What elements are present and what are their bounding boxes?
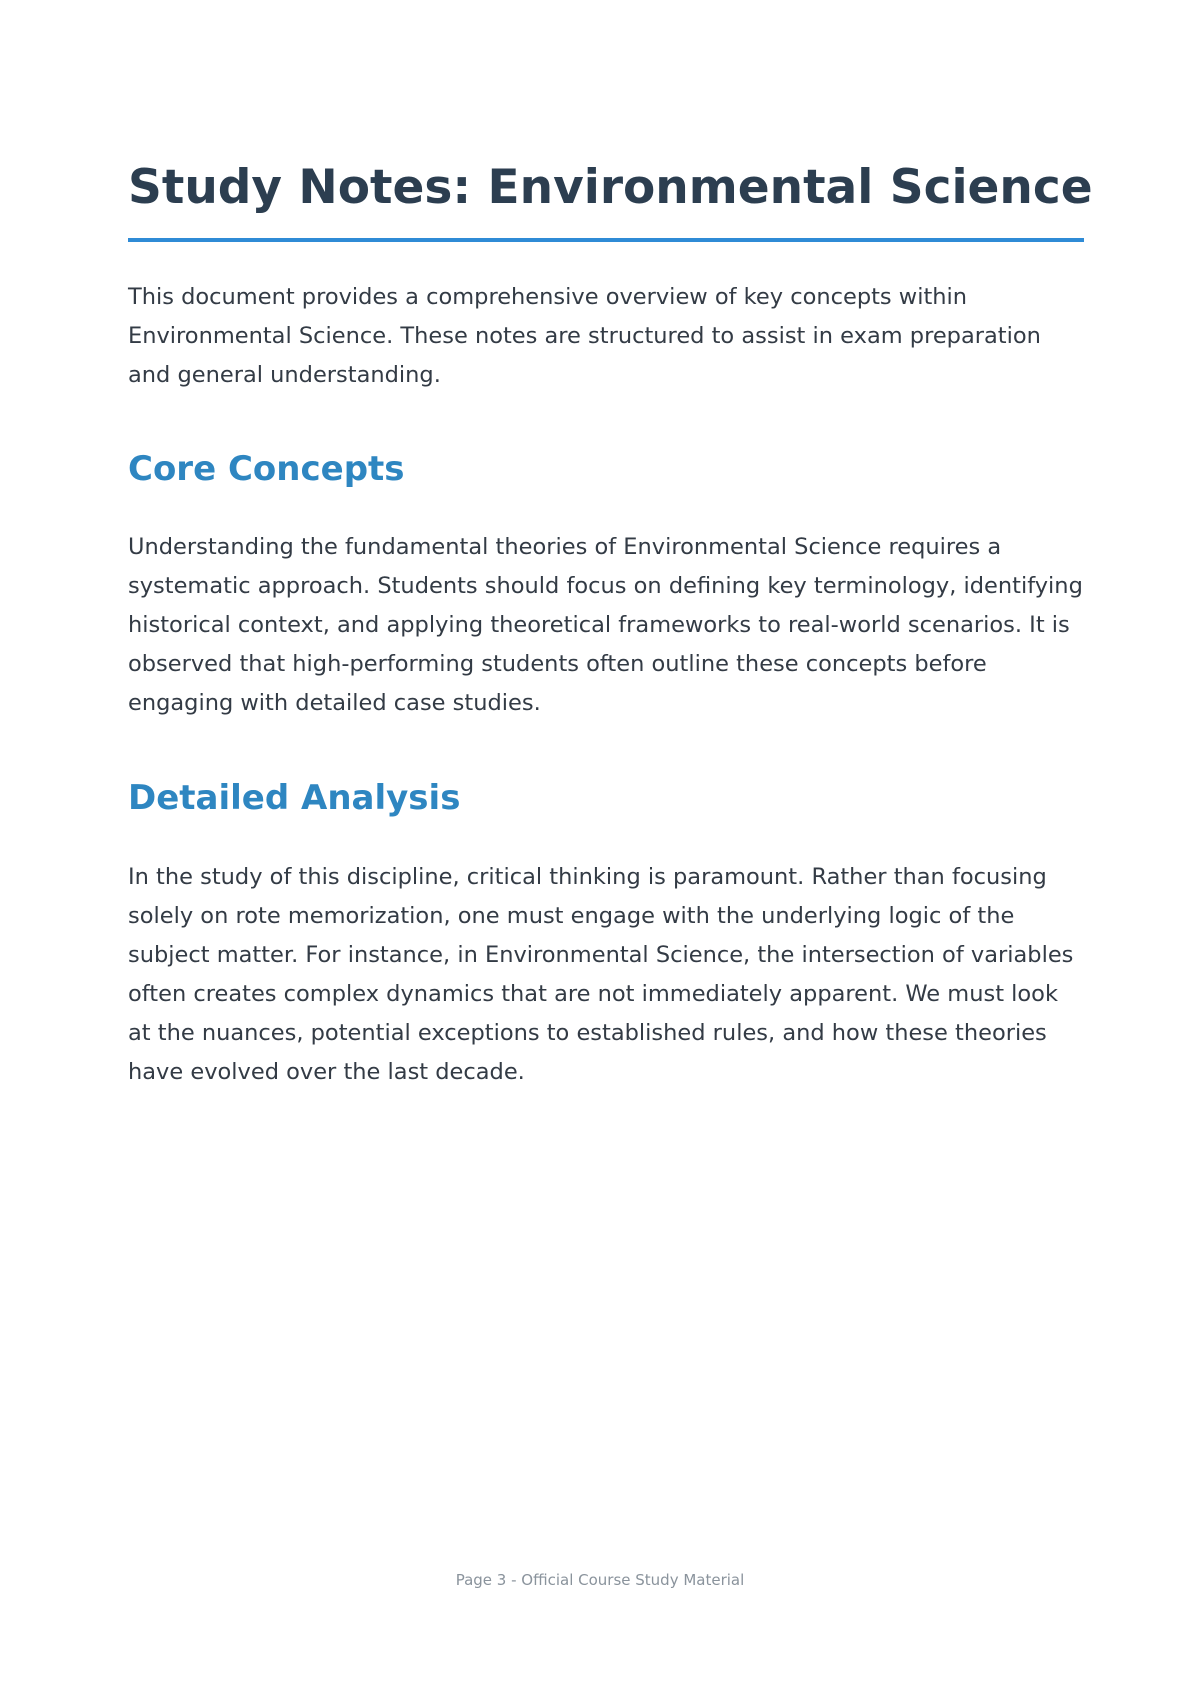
page-title: Study Notes: Environmental Science [128, 160, 1093, 215]
section-body-detailed-analysis: In the study of this discipline, critical thinking is paramount. Rather than focusing solely on rote memorization, one must engage with the underlying logic of the subject matter. For instance, in Environmental Science, the intersection of variables often creates complex dynamics that are not immediately apparent. We must look at the nuances, potential exceptions to established rules, and how these theories have evolved over the last decade. [128, 864, 1074, 1085]
section-heading-detailed-analysis: Detailed Analysis [128, 778, 461, 818]
title-divider [128, 238, 1084, 242]
section-body-core-concepts: Understanding the fundamental theories of Environmental Science requires a systematic approach. Students should focus on defining key terminology, identifying historical context, and applying theoretical frameworks to real-world scenarios. It is observed that high-performing students often outline these concepts before engaging with detailed case studies. [128, 534, 1083, 716]
intro-paragraph: This document provides a comprehensive overview of key concepts within Environmental Science. These notes are structured to assist in exam preparation and general understanding. [128, 284, 1041, 388]
section-heading-core-concepts: Core Concepts [128, 449, 405, 489]
page-footer: Page 3 - Official Course Study Material [455, 1571, 745, 1589]
